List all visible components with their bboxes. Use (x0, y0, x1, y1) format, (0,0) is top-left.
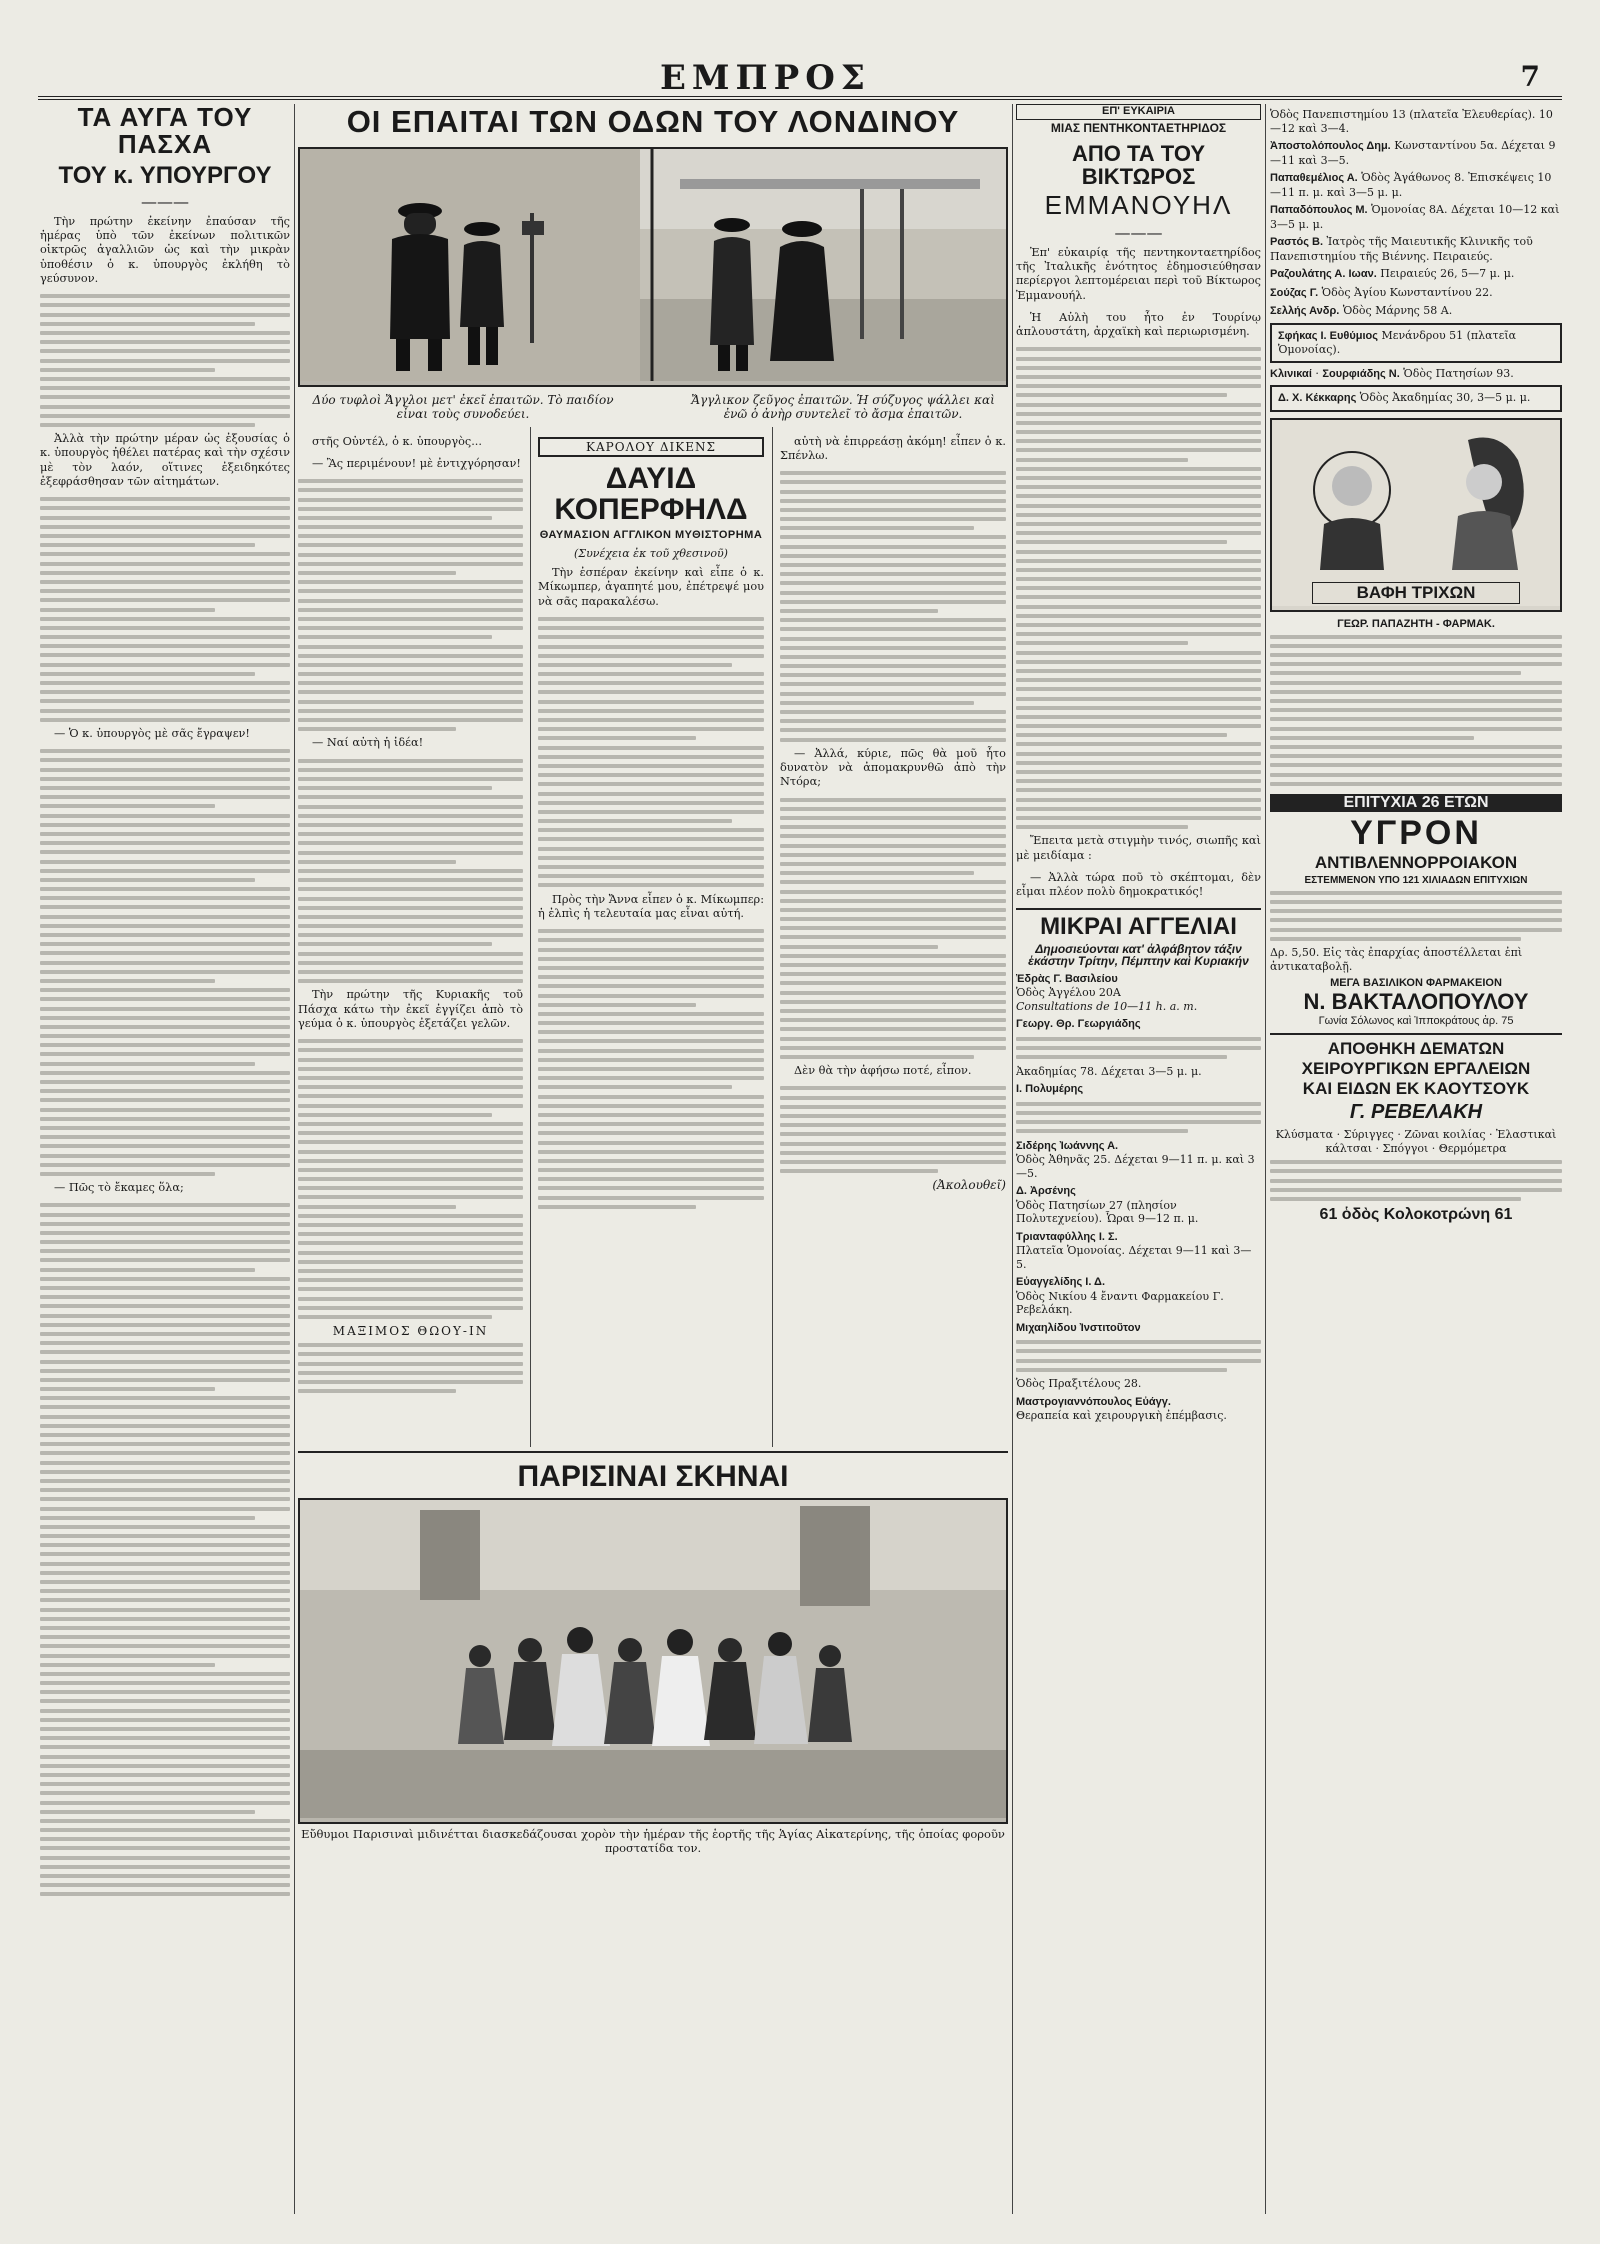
ad-name: Μαστρογιαννόπουλος Εὐάγγ. (1016, 1395, 1171, 1408)
classified-ad (1270, 139, 1562, 167)
section-title: ΜΙΚΡΑΙ ΑΓΓΕΛΙΑΙ (1040, 912, 1237, 940)
ad-name: Μιχαηλίδου Ἰνστιτοῦτον (1016, 1321, 1141, 1334)
classified-ad (1016, 1017, 1261, 1078)
photo-caption-right: Ἄγγλικον ζεῦγος ἐπαιτῶν. Ἡ σύζυγος ψάλλει καὶ ἐνῶ ὁ ἀνὴρ συντελεῖ τὸ ἄσμα ἐπαιτῶν. (691, 392, 995, 421)
subcolumn-copperfield-cont (780, 431, 1006, 1199)
text-block (1270, 1160, 1562, 1201)
ad-address: Κωνσταντίνου 5α. Δέχεται 9—11 καὶ 3—5. (1270, 139, 1556, 167)
article-title: ΠΑΡΙΣΙΝΑΙ ΣΚΗΝΑΙ (517, 1459, 789, 1493)
text-block (780, 798, 1006, 1059)
classified-ad (1270, 267, 1562, 282)
product-price: Δρ. 5,50. Εἰς τὰς ἐπαρχίας ἀποστέλλεται ἐπὶ ἀντικαταβολῇ. (1270, 946, 1523, 973)
novel-paragraph: αὐτὴ νὰ ἐπιρρεάσῃ ἀκόμη! εἶπεν ὁ κ. Σπένλω. (780, 434, 1006, 462)
novel-paragraph: Πρὸς τὴν Ἄννα εἶπεν ὁ κ. Μίκωμπερ: ἡ ἐλπὶς ἡ τελευταία μας εἶναι αὐτή. (538, 892, 764, 920)
ad-address: Ὁδὸς Πραξιτέλους 28. (1016, 1377, 1142, 1391)
product-subtitle: ΑΝΤΙΒΛΕΝΝΟΡΡΟΙΑΚΟΝ (1314, 852, 1518, 872)
dancing-crowd-illustration (300, 1500, 1006, 1818)
text-block (780, 471, 1006, 741)
article-paragraph: Ἐπ' εὐκαιρίᾳ τῆς πεντηκονταετηρίδος τῆς Ἰταλικῆς ἑνότητος ἐδημοσιεύθησαν περίεργοι λεπτομέρειαι περὶ τοῦ Βίκτωρος Ἐμμανουήλ. (1016, 245, 1261, 302)
ad-address: Ὁδὸς Ἀγάθωνος 8. Ἐπισκέψεις 10—11 π. μ. καὶ 3—5 μ. μ. (1270, 171, 1552, 199)
product-title: ΥΓΡΟΝ (1350, 813, 1482, 852)
text-block (780, 1086, 1006, 1173)
novel-title: ΔΑΥΙΔ ΚΟΠΕΡΦΗΛΔ (554, 461, 748, 527)
ad-text: Ὁδὸς Πανεπιστημίου 13 (πλατεῖα Ἐλευθερίας). 10—12 καὶ 3—4. (1270, 108, 1553, 135)
classified-ad (1270, 235, 1562, 263)
ad-heading: Κλινικαί (1270, 367, 1312, 380)
classified-ad (1016, 1230, 1261, 1272)
classified-ad (1016, 1395, 1261, 1423)
classified-ad (1270, 304, 1562, 319)
ad-name: Σούζας Γ. (1270, 286, 1319, 299)
ad-name: Τριανταφύλλης Ι. Σ. (1016, 1230, 1118, 1243)
sub-columns (298, 427, 1008, 1447)
ad-address: Θεραπεία καὶ χειρουργικὴ ἐπέμβασις. (1016, 1409, 1227, 1423)
classified-ad: Κλινικαί · Σουρφιάδης Ν. Ὁδὸς Πατησίων 93. (1270, 366, 1514, 380)
text-block (1016, 347, 1261, 829)
photo-london-beggars (298, 147, 1008, 387)
ad-hours: Consultations de 10—11 h. a. m. (1016, 999, 1198, 1013)
subcolumn-copperfield (538, 431, 764, 1214)
classified-ad (1016, 972, 1261, 1014)
article-paragraph: Τὴν πρώτην τῆς Κυριακῆς τοῦ Πάσχα κάτω τὴν ἐκεῖ ἐγγίζει ἀπὸ τὸ γεύμα ὁ κ. ὑπουργὸς ἐξετάζει γελῶν. (298, 988, 523, 1030)
pharmacy-kicker: ΜΕΓΑ ΒΑΣΙΛΙΚΟΝ ΦΑΡΜΑΚΕΙΟΝ (1330, 977, 1502, 989)
column-victor-emmanuel (1016, 104, 1261, 2214)
classified-ad (1016, 1139, 1261, 1181)
product-title: ΒΑΦΗ ΤΡΙΧΩΝ (1312, 582, 1520, 604)
article-paragraph: Ἡ Αὐλὴ του ἦτο ἐν Τουρίνῳ ἁπλουστάτη, ἀρχαϊκὴ καὶ περιωρισμένη. (1016, 310, 1261, 339)
classified-ad (1270, 203, 1562, 231)
column-easter-eggs (40, 104, 290, 2214)
product-list: Κλύσματα · Σύριγγες · Ζῶναι κοιλίας · Ἐλαστικαὶ κάλτσαι · Σπόγγοι · Θερμόμετρα (1275, 1128, 1557, 1155)
ad-name: Ι. Πολυμέρης (1016, 1083, 1084, 1096)
continued-note: (Συνέχεια ἐκ τοῦ χθεσινοῦ) (574, 547, 728, 561)
classified-ad (1270, 171, 1562, 199)
masthead (40, 58, 1560, 98)
dialogue-line: — Ὁ κ. ὑπουργὸς μὲ σᾶς ἔγραψεν! (54, 726, 250, 740)
shop-address: 61 ὁδὸς Κολοκοτρώνη 61 (1319, 1206, 1513, 1224)
text-block (298, 479, 523, 731)
ornament: ——— (1114, 222, 1163, 242)
classified-ad (1016, 1321, 1261, 1391)
ad-name: Γεωργ. Θρ. Γεωργιάδης (1016, 1018, 1141, 1031)
ad-name: Δ. Χ. Κέκκαρης (1278, 392, 1357, 404)
text-block (298, 1343, 523, 1393)
article-title-line2: ΕΜΜΑΝΟΥΗΛ (1044, 190, 1233, 221)
ad-address: Ὁδὸς Ἀγγέλου 20Α (1016, 986, 1121, 1000)
ad-address: Πλατεῖα Ὁμονοίας. Δέχεται 9—11 καὶ 3—5. (1016, 1244, 1252, 1271)
ad-address: Ἰατρὸς τῆς Μαιευτικῆς Κλινικῆς τοῦ Πανεπιστημίου τῆς Βιέννης. Πειραιεύς. (1270, 235, 1533, 263)
novel-subtitle: ΘΑΥΜΑΣΙΟΝ ΑΓΓΛΙΚΟΝ ΜΥΘΙΣΤΟΡΗΜΑ (539, 528, 763, 541)
classified-ad (1016, 1082, 1261, 1133)
text-block (538, 617, 764, 887)
ad-address: Ὁδὸς Πατησίων 27 (πλησίον Πολυτεχνείου). Ὧραι 9—12 π. μ. (1016, 1198, 1199, 1226)
article-paragraph: Ἀλλὰ τὴν πρώτην μέραν ὡς ἐξουσίας ὁ κ. ὑπουργὸς ἠθέλει πατέρας καὶ τὴν σχέσιν μὲ τὸν λαόν, οἵτινες ἐξειδηκότες ἐξεφράσθησαν τῶν αἰτημάτων. (40, 432, 290, 488)
dialogue-line: Ἔπειτα μετὰ στιγμὴν τινός, σιωπῆς καὶ μὲ μειδίαμα : (1016, 834, 1261, 862)
text-block (40, 1203, 290, 1896)
ad-name: Σφήκας Ι. Ευθύμιος (1278, 329, 1378, 342)
ad-name: Σιδέρης Ἰωάννης Α. (1016, 1139, 1119, 1152)
signature: ΜΑΞΙΜΟΣ ΘΩΟΥ-ΙΝ (332, 1324, 489, 1339)
article-title: ΤΑ ΑΥΓΑ ΤΟΥ ΠΑΣΧΑ (77, 104, 253, 160)
ad-address: Ὁδὸς Μάρνης 58 Α. (1342, 304, 1453, 317)
ad-address: Ὁδὸς Νικίου 4 ἔναντι Φαρμακείου Γ. Ρεβελάκη. (1016, 1289, 1224, 1317)
classified-ad (1270, 108, 1562, 135)
column-divider (294, 104, 295, 2214)
ad-hours: Ἀκαδημίας 78. Δέχεται 3—5 μ. μ. (1016, 1064, 1202, 1078)
subcolumn-minister-cont (298, 431, 523, 1399)
ad-address: Ὁδὸς Ἀκαδημίας 30, 3—5 μ. μ. (1359, 391, 1531, 404)
text-block (40, 497, 290, 722)
ad-address: Ὁδὸς Πατησίων 93. (1403, 366, 1514, 380)
section-intro: Δημοσιεύονται κατ' ἀλφάβητον τάξιν ἑκάστην Τρίτην, Πέμπτην καὶ Κυριακήν (1028, 941, 1249, 969)
photo-caption-left: Δύο τυφλοὶ Ἄγγλοι μετ' ἐκεῖ ἐπαιτῶν. Τὸ παιδίον εἶναι τοὺς συνοδεύει. (312, 392, 614, 421)
ad-name: Ραστός Β. (1270, 236, 1324, 248)
ad-address: Μενάνδρου 51 (πλατεῖα Ὁμονοίας). (1278, 328, 1517, 356)
text-block (538, 929, 764, 1209)
kicker-line: ΜΙΑΣ ΠΕΝΤΗΚΟΝΤΑΕΤΗΡΙΔΟΣ (1050, 120, 1227, 135)
article-subtitle: ΤΟΥ κ. ΥΠΟΥΡΓΟΥ (58, 161, 272, 189)
dialogue-line: — Ναί αὐτὴ ἡ ἰδέα! (312, 736, 424, 750)
dialogue-line: — Ἀλλά, κύριε, πῶς θὰ μοῦ ἦτο δυνατὸν νὰ ἀπομακρυνθῶ ἀπὸ τὴν Ντόρα; (780, 746, 1006, 789)
ad-title-line2: ΧΕΙΡΟΥΡΓΙΚΩΝ ΕΡΓΑΛΕΙΩΝ (1301, 1059, 1531, 1078)
page-number: 7 (1520, 60, 1540, 93)
text-block (298, 1039, 523, 1319)
column-divider (1012, 104, 1013, 2214)
text-block (1270, 891, 1562, 941)
text-block (1270, 635, 1562, 786)
ad-address: Ὁδὸς Ἀθηνᾶς 25. Δέχεται 9—11 π. μ. καὶ 3—5. (1016, 1153, 1255, 1180)
ad-address: Ὁδὸς Ἀγίου Κωνσταντίνου 22. (1321, 285, 1493, 299)
dialogue-line: — Ἂς περιμένουν! μὲ ἐντιχγόρησαν! (312, 456, 521, 470)
ad-address: Ὁμονοίας 8Α. Δέχεται 10—12 καὶ 3—5 μ. μ. (1270, 203, 1560, 231)
classified-ad (1270, 286, 1562, 301)
ad-name: Ραζουλάτης Α. Ιωαν. (1270, 268, 1377, 280)
product-tagline: ΕΣΤΕΜΜΕΝΟΝ ΥΠΟ 121 ΧΙΛΙΑΔΩΝ ΕΠΙΤΥΧΙΩΝ (1304, 874, 1528, 886)
article-title: ΑΠΟ ΤΑ ΤΟΥ ΒΙΚΤΩΡΟΣ (1071, 141, 1206, 190)
newspaper-name: ΕΜΠΡΟΣ (660, 58, 871, 98)
author-kicker: ΚΑΡΟΛΟΥ ΔΙΚΕΝΣ (538, 437, 764, 457)
masthead-rule (38, 96, 1562, 100)
shop-name: Γ. ΡΕΒΕΛΑΚΗ (1349, 1101, 1483, 1123)
text-block (298, 759, 523, 984)
dialogue-line: — Ἀλλὰ τώρα ποῦ τὸ σκέπτομαι, δὲν εἶμαι πλέον πολὺ δημοκρατικός! (1016, 870, 1261, 899)
ad-name: Δ. Ἀρσένης (1016, 1185, 1076, 1198)
dialogue-line: — Πῶς τὸ ἔκαμες ὅλα; (54, 1181, 184, 1195)
ad-name: Σουρφιάδης Ν. (1322, 367, 1400, 380)
ad-title: ΑΠΟΘΗΚΗ ΔΕΜΑΤΩΝ (1327, 1039, 1505, 1058)
ad-title-line3: ΚΑΙ ΕΙΔΩΝ ΕΚ ΚΑΟΥΤΣΟΥΚ (1302, 1079, 1530, 1098)
column-london-beggars (298, 104, 1008, 2214)
product-maker: ΓΕΩΡ. ΠΑΠΑΖΗΤΗ - ΦΑΡΜΑΚ. (1337, 617, 1495, 630)
photo-paris-scene (298, 1498, 1008, 1824)
classified-ad (1016, 1275, 1261, 1317)
text-block (40, 294, 290, 427)
article-paragraph: στῆς Οὐντέλ, ὁ κ. ὑπουργὸς... (312, 434, 482, 448)
ornament: ——— (141, 191, 189, 211)
hair-dye-ad-illustration (1270, 418, 1562, 612)
ad-name: Παπαθεμέλιος Α. (1270, 172, 1358, 184)
dialogue-line: Δὲν θὰ τὴν ἀφήσω ποτέ, εἶπον. (794, 1064, 972, 1078)
portraits-illustration (1272, 420, 1560, 606)
ad-name: Εὐαγγελίδης Ι. Δ. (1016, 1276, 1106, 1289)
ad-name: Ἐδρὰς Γ. Βασιλείου (1016, 972, 1118, 985)
classified-ad (1016, 1184, 1261, 1226)
classified-ad-boxed (1270, 385, 1562, 412)
article-title: ΟΙ ΕΠΑΙΤΑΙ ΤΩΝ ΟΔΩΝ ΤΟΥ ΛΟΝΔΙΝΟΥ (346, 104, 960, 139)
photo-caption: Εὔθυμοι Παρισιναὶ μιδινέτται διασκεδάζουσαι χορὸν τὴν ἡμέραν τῆς ἑορτῆς τῆς Ἁγίας Αἰκατερίνης, τῆς ὁποίας φοροῦν προστατίδα τον. (301, 1827, 1005, 1856)
ad-address: Πειραιεύς 26, 5—7 μ. μ. (1380, 267, 1515, 280)
street-photo-illustration (300, 149, 1006, 381)
text-block (40, 749, 290, 1176)
ad-banner: ΕΠΙΤΥΧΙΑ 26 ΕΤΩΝ (1270, 794, 1562, 812)
pharmacy-name: Ν. ΒΑΚΤΑΛΟΠΟΥΛΟΥ (1303, 989, 1529, 1014)
ad-name: Ἀποστολόπουλος Δημ. (1270, 140, 1391, 152)
article-paragraph: Τὴν πρώτην ἐκείνην ἐπαύσαν τῆς ἡμέρας ὑπὸ τῶν ἐκείνων πολιτικῶν οἰκτρῶς ἀγαλλιῶν ὡς καὶ τὴν μικρὰν ὑποθέσιν ὁ κ. ὑπουργὸς ἐκλήθη τὸ γεύσυνον. (40, 214, 290, 285)
kicker: ΕΠ' ΕΥΚΑΙΡΙΑ (1016, 104, 1261, 120)
classified-ad-boxed (1270, 323, 1562, 363)
column-divider (1265, 104, 1266, 2214)
column-advertisements (1270, 104, 1562, 2214)
continued-note: (Ἀκολουθεῖ) (932, 1178, 1006, 1193)
novel-paragraph: Τὴν ἐσπέραν ἐκείνην καὶ εἶπε ὁ κ. Μίκωμπερ, ἀγαπητέ μου, ἐπέτρεψέ μου νὰ σᾶς παρακαλέσω. (538, 566, 764, 608)
ad-name: Σελλής Ανδρ. (1270, 305, 1340, 317)
pharmacy-address: Γωνία Σόλωνος καὶ Ἱπποκράτους ἀρ. 75 (1318, 1015, 1514, 1027)
ad-name: Παπαδόπουλος Μ. (1270, 204, 1368, 216)
